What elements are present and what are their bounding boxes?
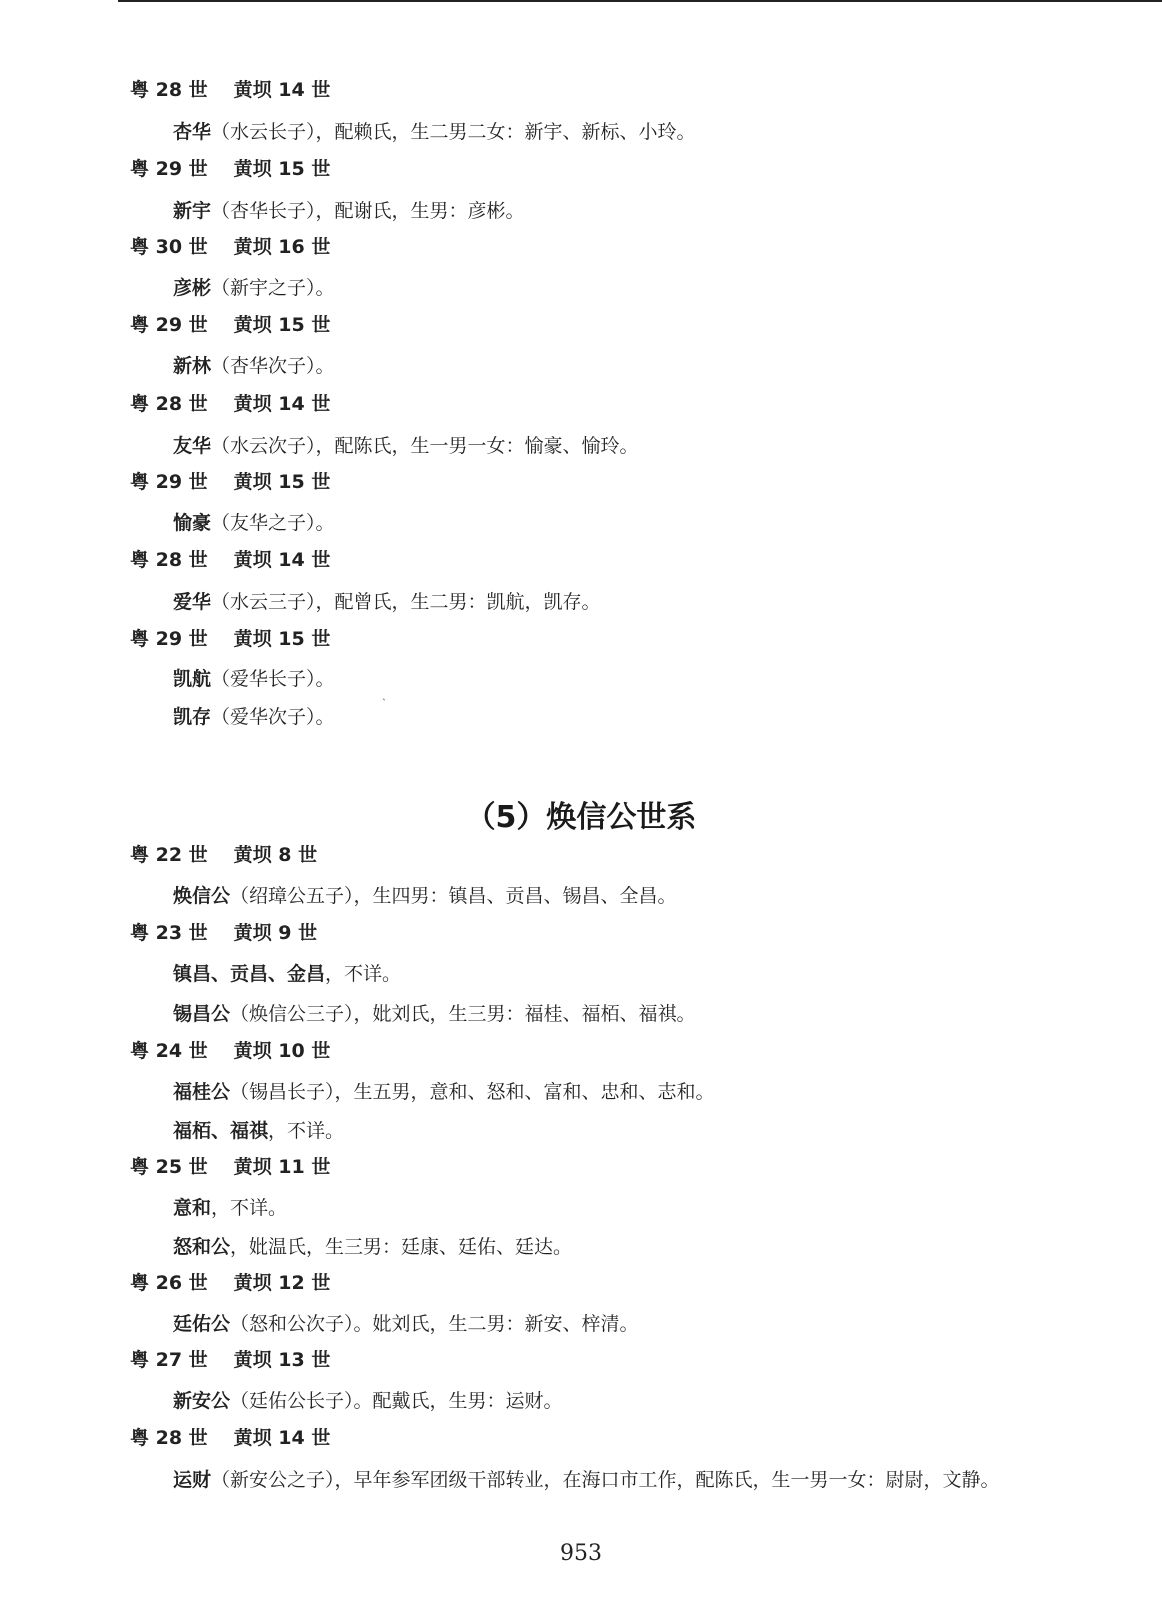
genealogy-entry: 杏华（水云长子），配赖氏，生二男二女：新宇、新标、小玲。 xyxy=(173,121,696,143)
generation-heading: 粤 25 世 黄坝 11 世 xyxy=(130,1156,331,1178)
genealogy-entry: 新安公（廷佑公长子）。配戴氏，生男：运财。 xyxy=(173,1390,563,1412)
generation-heading: 粤 27 世 黄坝 13 世 xyxy=(130,1349,331,1371)
generation-heading: 粤 28 世 黄坝 14 世 xyxy=(130,79,331,101)
page-number: 953 xyxy=(560,1541,602,1566)
genealogy-entry: 焕信公（绍璋公五子），生四男：镇昌、贡昌、锡昌、全昌。 xyxy=(173,885,677,907)
genealogy-entry: 凯存（爱华次子）。 xyxy=(173,706,335,728)
genealogy-entry: 新林（杏华次子）。 xyxy=(173,355,335,377)
genealogy-entry: 福桂公（锡昌长子），生五男，意和、怒和、富和、忠和、志和。 xyxy=(173,1081,715,1103)
genealogy-entry: 镇昌、贡昌、金昌，不详。 xyxy=(173,963,402,985)
generation-heading: 粤 29 世 黄坝 15 世 xyxy=(130,314,331,336)
generation-heading: 粤 30 世 黄坝 16 世 xyxy=(130,236,331,258)
generation-heading: 粤 26 世 黄坝 12 世 xyxy=(130,1272,331,1294)
genealogy-entry: 凯航（爱华长子）。 xyxy=(173,668,335,690)
generation-heading: 粤 28 世 黄坝 14 世 xyxy=(130,549,331,571)
generation-heading: 粤 29 世 黄坝 15 世 xyxy=(130,471,331,493)
generation-heading: 粤 28 世 黄坝 14 世 xyxy=(130,393,331,415)
genealogy-entry: 彦彬（新宇之子）。 xyxy=(173,277,335,299)
generation-heading: 粤 29 世 黄坝 15 世 xyxy=(130,158,331,180)
genealogy-entry: 愉豪（友华之子）。 xyxy=(173,512,335,534)
genealogy-entry: 福栢、福祺，不详。 xyxy=(173,1120,345,1142)
genealogy-entry: 怒和公，妣温氏，生三男：廷康、廷佑、廷达。 xyxy=(173,1236,573,1258)
genealogy-entry: 友华（水云次子），配陈氏，生一男一女：愉豪、愉玲。 xyxy=(173,435,639,457)
section-title: （5）焕信公世系 xyxy=(465,800,697,835)
genealogy-entry: 爱华（水云三子），配曾氏，生二男：凯航，凯存。 xyxy=(173,591,601,613)
generation-heading: 粤 24 世 黄坝 10 世 xyxy=(130,1040,331,1062)
genealogy-entry: 运财（新安公之子），早年参军团级干部转业，在海口市工作，配陈氏，生一男一女：尉尉，文静。 xyxy=(173,1469,1000,1491)
genealogy-entry: 廷佑公（怒和公次子）。妣刘氏，生二男：新安、梓清。 xyxy=(173,1313,639,1335)
generation-heading: 粤 22 世 黄坝 8 世 xyxy=(130,844,318,866)
genealogy-entry: 意和，不详。 xyxy=(173,1197,288,1219)
genealogy-entry: 新宇（杏华长子），配谢氏，生男：彦彬。 xyxy=(173,200,525,222)
generation-heading: 粤 29 世 黄坝 15 世 xyxy=(130,628,331,650)
generation-heading: 粤 28 世 黄坝 14 世 xyxy=(130,1427,331,1449)
generation-heading: 粤 23 世 黄坝 9 世 xyxy=(130,922,318,944)
scan-mark: ˎ xyxy=(382,687,386,701)
genealogy-entry: 锡昌公（焕信公三子），妣刘氏，生三男：福桂、福栢、福祺。 xyxy=(173,1003,696,1025)
